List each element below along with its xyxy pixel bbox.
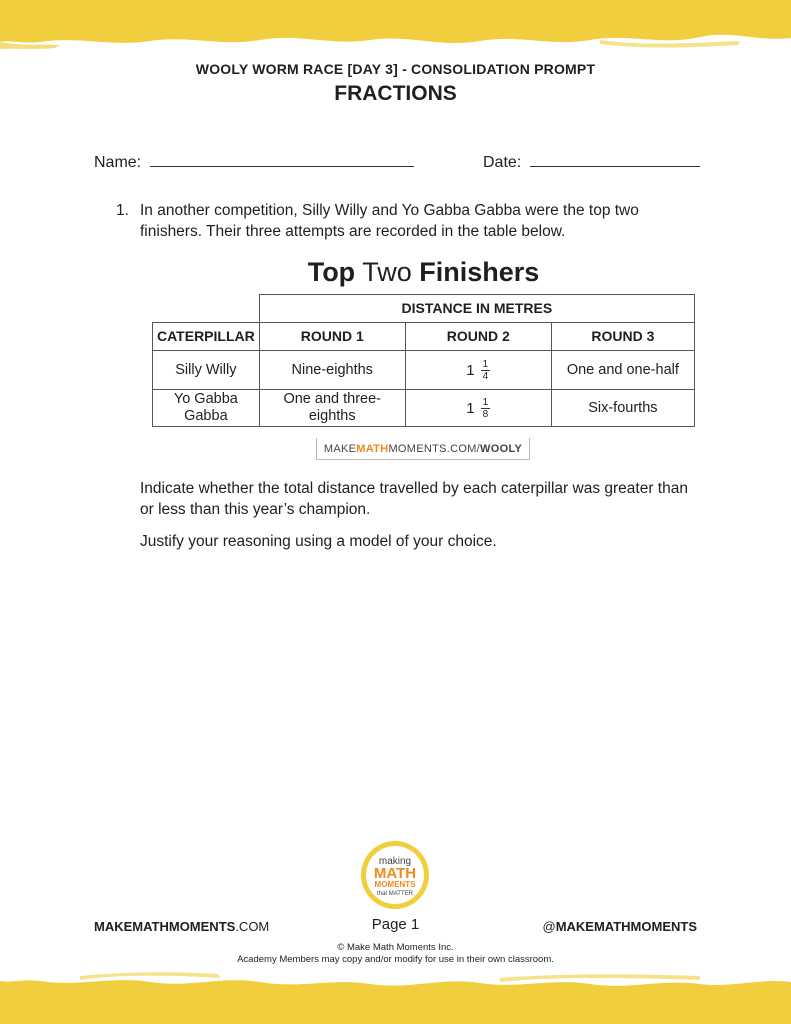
table-title-part3: Finishers <box>419 257 540 287</box>
row1-round1: Nine-eighths <box>259 351 405 390</box>
table-corner <box>153 295 260 323</box>
col-header-round1: ROUND 1 <box>259 323 405 351</box>
row2-round2 <box>405 390 551 427</box>
brand-logo <box>360 840 430 910</box>
logo-line1: making <box>378 856 412 867</box>
row2-round3: Six-fourths <box>551 390 694 427</box>
top-yellow-band <box>0 0 791 70</box>
table-title-part1: Top <box>307 257 356 287</box>
col-header-caterpillar: CATERPILLAR <box>153 323 260 351</box>
document-title: FRACTIONS <box>334 82 457 105</box>
logo-line4: that MATTER <box>377 891 413 897</box>
row1-round2 <box>405 351 551 390</box>
name-field <box>94 152 414 172</box>
table-title-part2: Two <box>355 257 420 287</box>
table-row <box>153 390 695 427</box>
name-label: Name: <box>94 154 142 171</box>
license-line: Academy Members may copy and/or modify for use in their own classroom. <box>237 954 554 965</box>
footer-right-part2: MAKE <box>555 919 594 934</box>
row2-round2-whole: 1 <box>466 399 475 417</box>
row1-round3: One and one-half <box>551 351 694 390</box>
table-title <box>0 257 791 288</box>
watermark-part2: MATH <box>356 443 389 455</box>
logo-line2: MATH <box>373 865 417 882</box>
row1-round2-den: 4 <box>482 370 489 382</box>
name-line[interactable] <box>150 152 414 167</box>
document-subtitle: WOOLY WORM RACE [DAY 3] - CONSOLIDATION PROMPT <box>195 61 596 77</box>
col-header-round2: ROUND 2 <box>405 323 551 351</box>
justify-paragraph: Justify your reasoning using a model of your choice. <box>140 533 497 550</box>
row2-round2-num: 1 <box>482 396 489 408</box>
date-line[interactable] <box>530 152 700 167</box>
date-field <box>483 152 700 172</box>
finishers-table <box>152 294 695 427</box>
page-number: Page 1 <box>371 916 420 933</box>
date-label: Date: <box>483 154 522 171</box>
footer-left-part3: .COM <box>235 919 270 934</box>
row1-name: Silly Willy <box>153 351 260 390</box>
watermark-part1: MAKE <box>323 443 357 455</box>
instruction-paragraph: Indicate whether the total distance travelled by each caterpillar was greater than or less than this year’s champion. <box>140 480 688 518</box>
footer-left-part1: MAKE <box>94 919 133 934</box>
watermark-part3: MOMENTS.COM/ <box>388 443 481 455</box>
bottom-yellow-band <box>0 954 791 1024</box>
source-watermark <box>316 438 530 460</box>
copyright-line: © Make Math Moments Inc. <box>337 942 454 953</box>
footer-right-part3: MATHMOMENTS <box>593 919 697 934</box>
question-number: 1. <box>116 202 129 219</box>
row1-round2-whole: 1 <box>466 361 475 379</box>
watermark-part4: WOOLY <box>480 443 523 455</box>
table-row <box>153 351 695 390</box>
logo-line3: MOMENTS <box>374 880 416 889</box>
row2-name: Yo Gabba Gabba <box>153 390 260 427</box>
row2-round2-den: 8 <box>482 408 489 420</box>
footer-right-part1: @ <box>542 919 556 934</box>
question-text: In another competition, Silly Willy and Yo Gabba Gabba were the top two finishers. Their three attempts are recorded in the table below. <box>140 202 639 240</box>
row1-round2-num: 1 <box>482 358 489 370</box>
row2-round1: One and three-eighths <box>259 390 405 427</box>
footer-handle[interactable] <box>542 919 697 934</box>
footer-left-part2: MATHMOMENTS <box>132 919 236 934</box>
col-header-round3: ROUND 3 <box>551 323 694 351</box>
group-header: DISTANCE IN METRES <box>259 295 694 323</box>
